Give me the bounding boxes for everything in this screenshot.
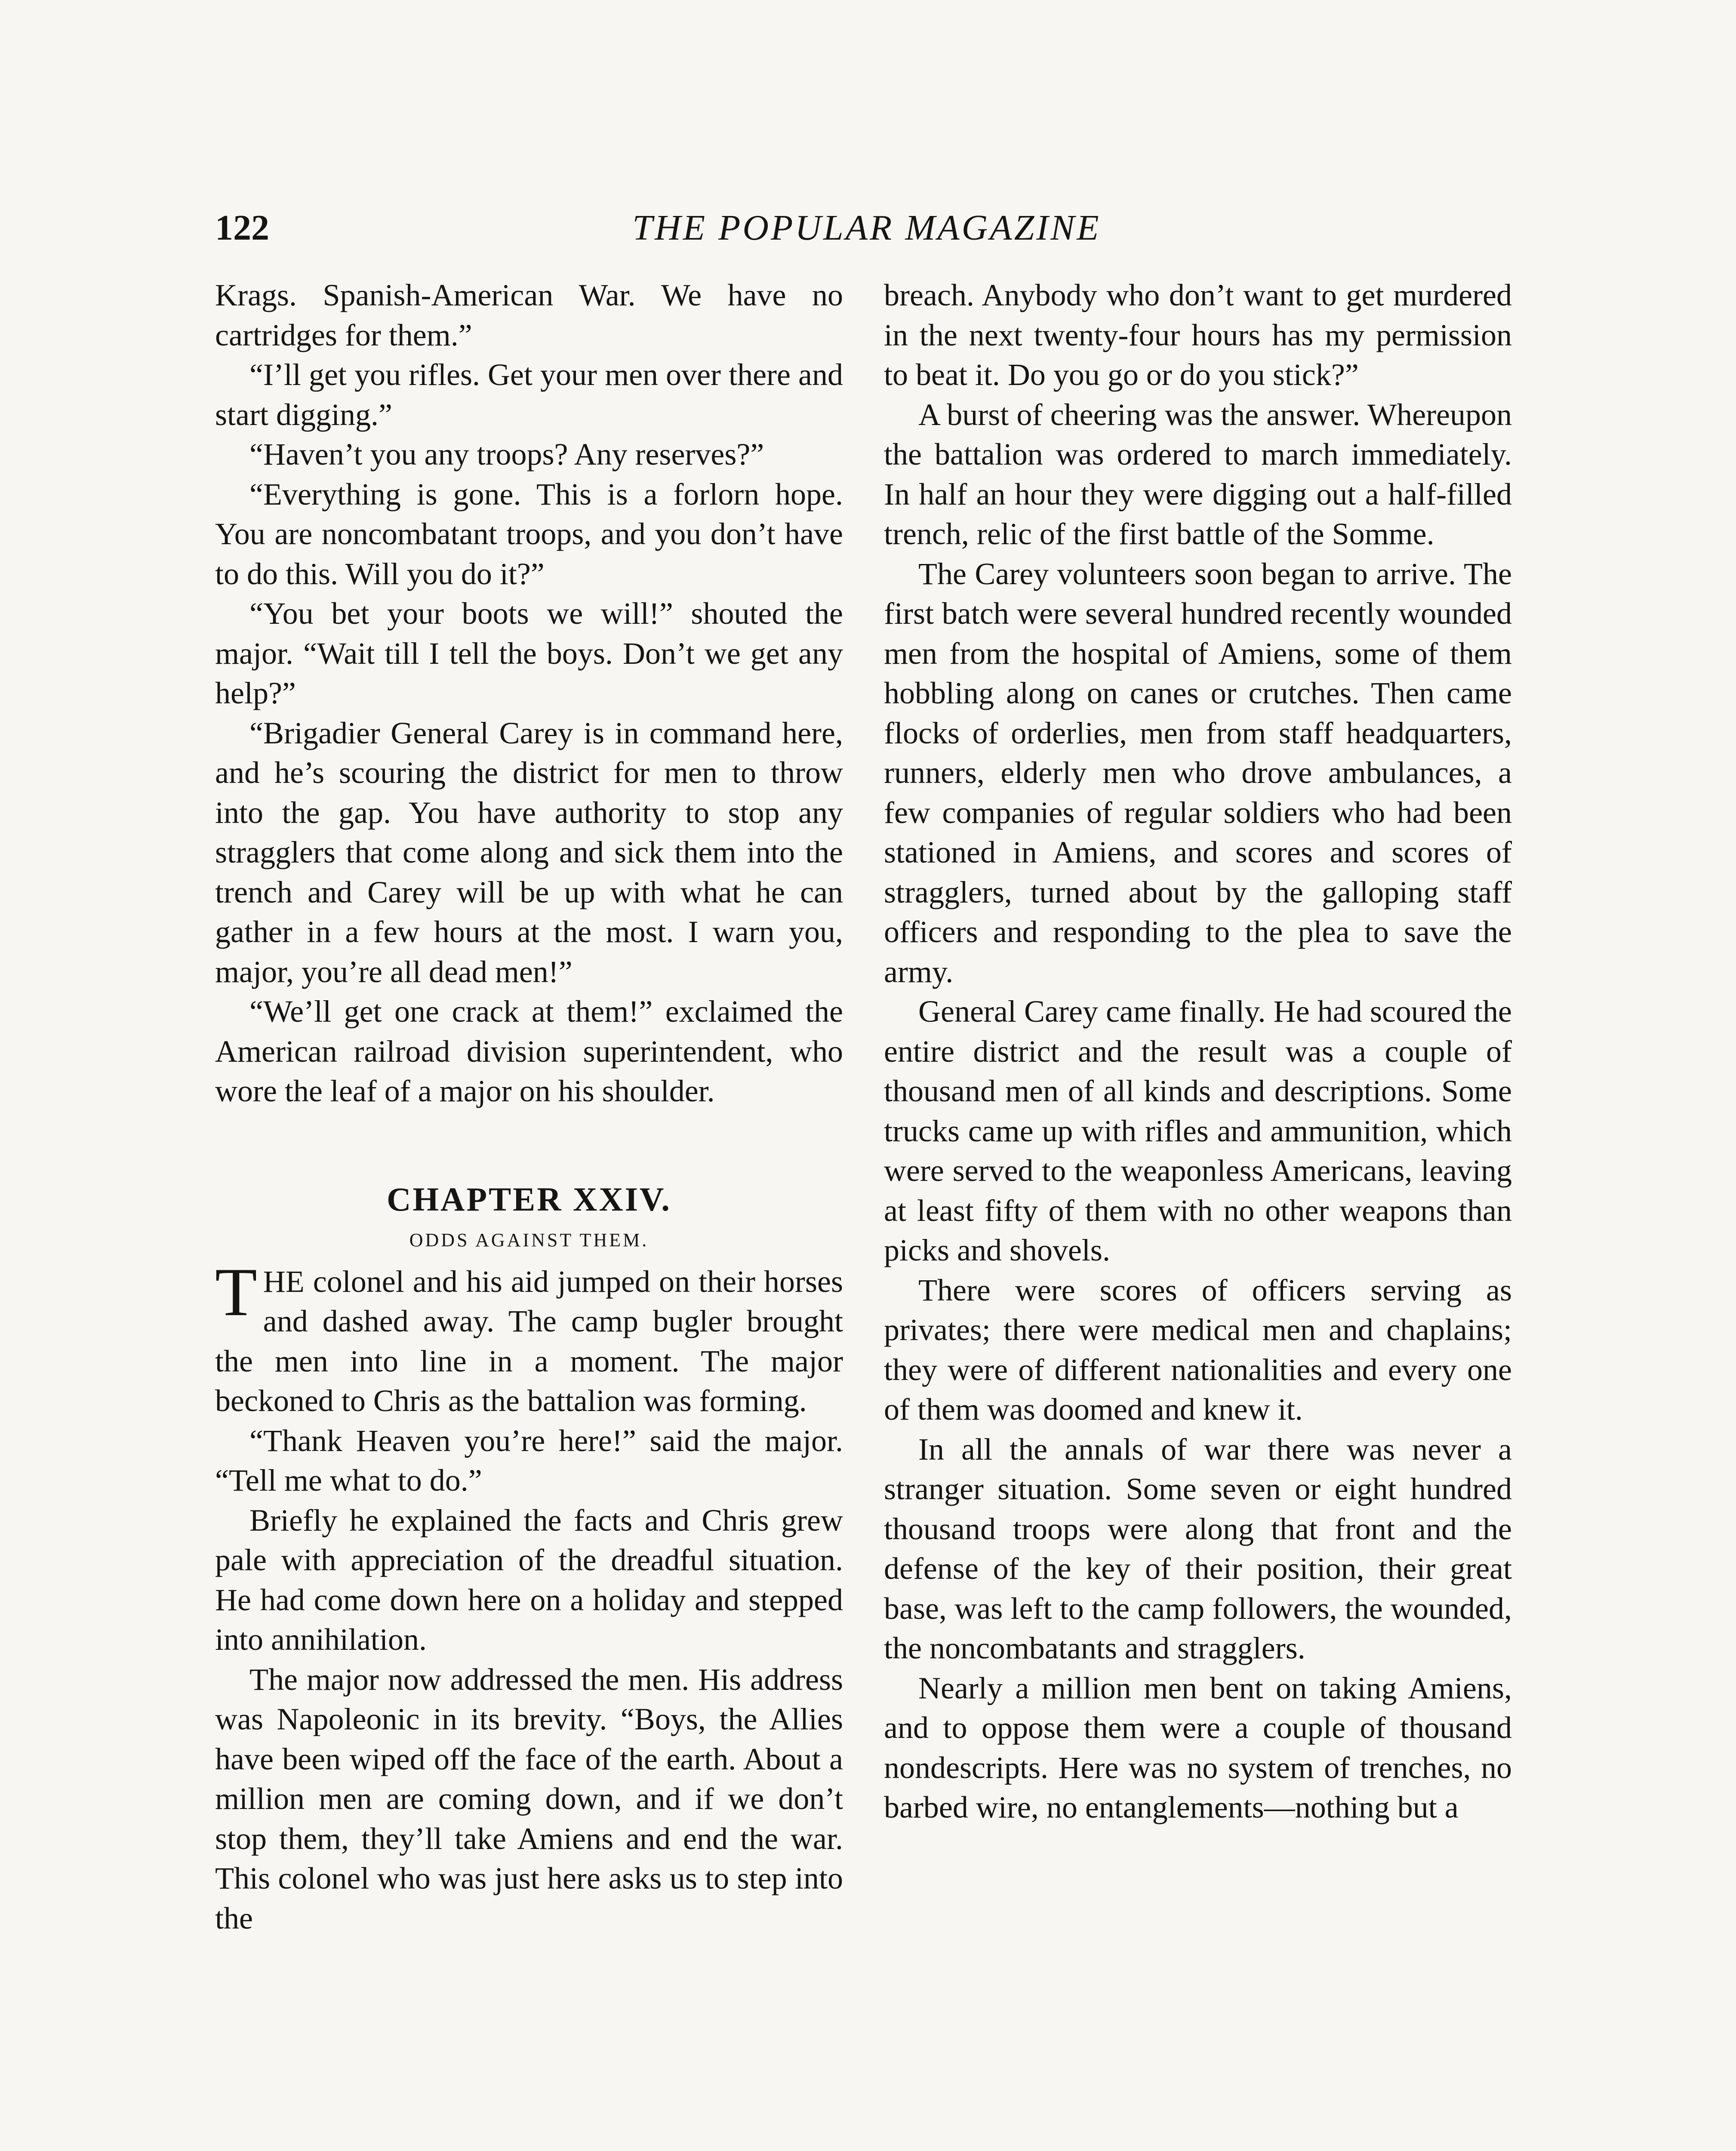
right-column <box>884 275 1512 1827</box>
magazine-title: THE POPULAR MAGAZINE <box>632 208 1101 248</box>
paragraph: “Brigadier General Carey is in command here, and he’s scouring the district for men to throw into the gap. You have authority to stop any stragglers that come along and sick them into the trench and Carey will be up with what he can gather in a few hours at the most. I warn you, major, you’re all dead men!” <box>215 715 843 989</box>
paragraph: The Carey volunteers soon began to arrive. The first batch were several hundred recently wounded men from the hospital of Amiens, some of them hobbling along on canes or crutches. Then came flocks of orderlies, men from staff headquarters, runners, elderly men who drove ambulances, a few companies of regular soldiers who had been stationed in Amiens, and scores and scores of stragglers, turned about by the galloping staff officers and responding to the plea to save the army. <box>884 556 1512 989</box>
paragraph: “Thank Heaven you’re here!” said the major. “Tell me what to do.” <box>215 1423 843 1498</box>
chapter-subtitle: ODDS AGAINST THEM. <box>409 1229 649 1251</box>
page-header <box>215 202 1518 262</box>
paragraph: General Carey came finally. He had scoured the entire district and the result was a couple of thousand men of all kinds and descriptions. Some trucks came up with rifles and ammunition, which were served to the weaponless Americans, leaving at least fifty of them with no other weapons than picks and shovels. <box>884 994 1512 1267</box>
paragraph: breach. Anybody who don’t want to get murdered in the next twenty-four hours has my permission to beat it. Do you go or do you stick?” <box>884 278 1512 392</box>
paragraph: There were scores of officers serving as privates; there were medical men and chaplains; they were of different nationalities and every one of them was doomed and knew it. <box>884 1273 1512 1427</box>
paragraph: A burst of cheering was the answer. Whereupon the battalion was ordered to march immediately. In half an hour they were digging out a half-filled trench, relic of the first battle of the Somme. <box>884 397 1512 551</box>
opening-paragraph <box>215 1253 843 1421</box>
paragraph: Nearly a million men bent on taking Amiens, and to oppose them were a couple of thousand nondescripts. Here was no system of trenches, no barbed wire, no entanglements—nothing but a <box>884 1670 1512 1824</box>
paragraph: Briefly he explained the facts and Chris grew pale with appreciation of the dreadful situation. He had come down here on a holiday and stepped into annihilation. <box>215 1503 843 1657</box>
drop-cap: T <box>215 1253 257 1330</box>
page-number: 122 <box>215 208 269 248</box>
paragraph: The major now addressed the men. His address was Napoleonic in its brevity. “Boys, the Allies have been wiped off the face of the earth. About a million men are coming down, and if we don’t stop them, they’ll take Amiens and end the war. This colonel who was just here asks us to step into the <box>215 1662 843 1935</box>
left-column <box>215 275 843 1938</box>
opening-paragraph-text: HE colonel and his aid jumped on their horses and dashed away. The camp bugler brought the men into line in a moment. The major beckoned to Chris as the battalion was forming. <box>215 1264 843 1418</box>
paragraph: In all the annals of war there was never a stranger situation. Some seven or eight hundred thousand troops were along that front and the defense of the key of their position, their great base, was left to the camp followers, the wounded, the noncombatants and stragglers. <box>884 1432 1512 1665</box>
paragraph: “You bet your boots we will!” shouted the major. “Wait till I tell the boys. Don’t we get any help?” <box>215 596 843 710</box>
chapter-title: CHAPTER XXIV. <box>387 1180 671 1218</box>
paragraph: “We’ll get one crack at them!” exclaimed the American railroad division superintendent, who wore the leaf of a major on his shoulder. <box>215 994 843 1108</box>
paragraph: Krags. Spanish-American War. We have no cartridges for them.” <box>215 278 843 352</box>
paragraph: “I’ll get you rifles. Get your men over there and start digging.” <box>215 357 843 432</box>
paragraph: “Haven’t you any troops? Any reserves?” <box>249 437 764 471</box>
paragraph: “Everything is gone. This is a forlorn hope. You are noncombatant troops, and you don’t have to do this. Will you do it?” <box>215 477 843 591</box>
